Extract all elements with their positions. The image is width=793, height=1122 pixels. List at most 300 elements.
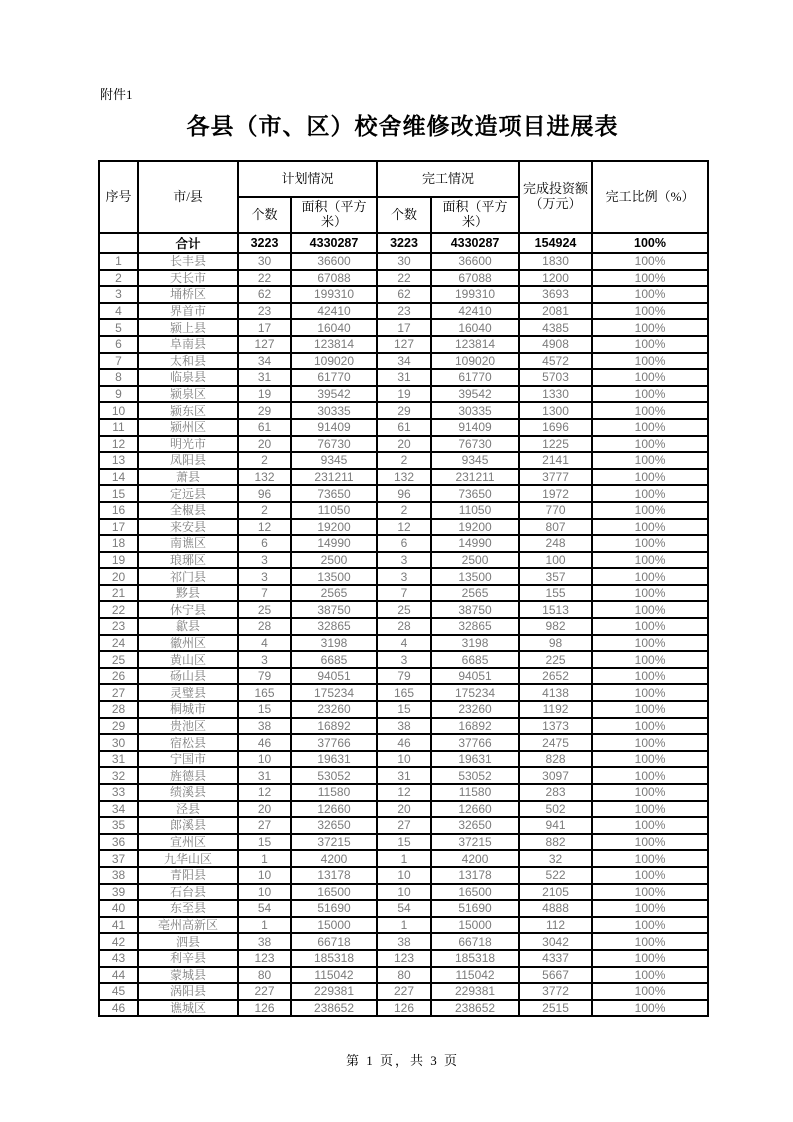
cell-plan-count: 3 <box>238 568 291 585</box>
cell-ratio: 100% <box>592 900 708 917</box>
cell-done-area: 36600 <box>431 253 519 270</box>
cell-region: 宁国市 <box>138 751 238 768</box>
cell-investment: 1300 <box>519 402 592 419</box>
cell-done-count: 20 <box>377 436 431 453</box>
cell-done-area: 67088 <box>431 270 519 287</box>
cell-investment: 357 <box>519 568 592 585</box>
table-row <box>99 701 708 718</box>
cell-seq: 8 <box>99 369 138 386</box>
cell-ratio: 100% <box>592 933 708 950</box>
cell-investment: 155 <box>519 585 592 602</box>
cell-plan-area: 37215 <box>291 834 377 851</box>
cell-done-area: 91409 <box>431 419 519 436</box>
cell-ratio: 100% <box>592 535 708 552</box>
cell-plan-count: 12 <box>238 519 291 536</box>
cell-ratio: 100% <box>592 519 708 536</box>
cell-plan-area: 91409 <box>291 419 377 436</box>
table-row <box>99 767 708 784</box>
cell-done-area: 66718 <box>431 933 519 950</box>
cell-plan-area: 67088 <box>291 270 377 287</box>
cell-seq: 43 <box>99 950 138 967</box>
cell-investment: 502 <box>519 801 592 818</box>
cell-ratio: 100% <box>592 884 708 901</box>
cell-plan-area: 11050 <box>291 502 377 519</box>
table-row <box>99 485 708 502</box>
header-investment: 完成投资额（万元） <box>519 161 592 233</box>
table-row <box>99 519 708 536</box>
cell-region: 琅琊区 <box>138 552 238 569</box>
cell-region: 界首市 <box>138 303 238 320</box>
cell-done-area: 2565 <box>431 585 519 602</box>
cell-region: 青阳县 <box>138 867 238 884</box>
page-number-footer: 第 1 页，共 3 页 <box>345 1053 459 1068</box>
cell-ratio: 100% <box>592 233 708 253</box>
cell-investment: 828 <box>519 751 592 768</box>
table-row <box>99 983 708 1000</box>
cell-investment: 2515 <box>519 1000 592 1017</box>
header-done-area: 面积（平方米） <box>431 197 519 233</box>
cell-ratio: 100% <box>592 303 708 320</box>
cell-plan-area: 32865 <box>291 618 377 635</box>
cell-investment: 32 <box>519 850 592 867</box>
table-row <box>99 502 708 519</box>
cell-seq: 15 <box>99 485 138 502</box>
cell-region: 绩溪县 <box>138 784 238 801</box>
cell-done-count: 96 <box>377 485 431 502</box>
cell-done-area: 14990 <box>431 535 519 552</box>
cell-ratio: 100% <box>592 585 708 602</box>
cell-ratio: 100% <box>592 767 708 784</box>
table-row <box>99 850 708 867</box>
cell-done-count: 15 <box>377 834 431 851</box>
cell-region: 南谯区 <box>138 535 238 552</box>
table-row <box>99 784 708 801</box>
cell-investment: 5703 <box>519 369 592 386</box>
cell-ratio: 100% <box>592 319 708 336</box>
cell-region: 灵璧县 <box>138 684 238 701</box>
cell-done-count: 12 <box>377 784 431 801</box>
cell-plan-area: 16500 <box>291 884 377 901</box>
cell-ratio: 100% <box>592 386 708 403</box>
cell-plan-area: 23260 <box>291 701 377 718</box>
cell-plan-area: 199310 <box>291 286 377 303</box>
cell-done-area: 15000 <box>431 917 519 934</box>
cell-investment: 2105 <box>519 884 592 901</box>
cell-seq: 11 <box>99 419 138 436</box>
cell-region: 东至县 <box>138 900 238 917</box>
cell-done-count: 2 <box>377 452 431 469</box>
cell-done-count: 123 <box>377 950 431 967</box>
header-seq: 序号 <box>99 161 138 233</box>
cell-plan-area: 15000 <box>291 917 377 934</box>
cell-region: 黄山区 <box>138 651 238 668</box>
cell-investment: 1972 <box>519 485 592 502</box>
cell-done-count: 1 <box>377 917 431 934</box>
cell-done-count: 25 <box>377 601 431 618</box>
table-row <box>99 303 708 320</box>
cell-plan-area: 9345 <box>291 452 377 469</box>
cell-region: 临泉县 <box>138 369 238 386</box>
cell-seq: 29 <box>99 718 138 735</box>
cell-seq: 26 <box>99 668 138 685</box>
cell-plan-count: 20 <box>238 436 291 453</box>
cell-plan-count: 127 <box>238 336 291 353</box>
cell-region: 定远县 <box>138 485 238 502</box>
cell-investment: 982 <box>519 618 592 635</box>
table-row <box>99 867 708 884</box>
cell-ratio: 100% <box>592 834 708 851</box>
cell-ratio: 100% <box>592 552 708 569</box>
cell-ratio: 100% <box>592 751 708 768</box>
cell-ratio: 100% <box>592 817 708 834</box>
cell-seq: 37 <box>99 850 138 867</box>
cell-plan-count: 30 <box>238 253 291 270</box>
cell-investment: 154924 <box>519 233 592 253</box>
cell-investment: 2652 <box>519 668 592 685</box>
cell-investment: 248 <box>519 535 592 552</box>
cell-plan-area: 61770 <box>291 369 377 386</box>
cell-region: 颍上县 <box>138 319 238 336</box>
cell-region: 萧县 <box>138 469 238 486</box>
cell-done-count: 3223 <box>377 233 431 253</box>
cell-seq: 38 <box>99 867 138 884</box>
cell-done-area: 231211 <box>431 469 519 486</box>
table-row <box>99 884 708 901</box>
cell-done-area: 13500 <box>431 568 519 585</box>
cell-investment: 100 <box>519 552 592 569</box>
cell-plan-area: 115042 <box>291 967 377 984</box>
cell-plan-count: 29 <box>238 402 291 419</box>
cell-plan-area: 42410 <box>291 303 377 320</box>
cell-done-count: 15 <box>377 701 431 718</box>
cell-plan-area: 238652 <box>291 1000 377 1017</box>
cell-investment: 1373 <box>519 718 592 735</box>
cell-investment: 770 <box>519 502 592 519</box>
cell-seq: 3 <box>99 286 138 303</box>
cell-investment: 1200 <box>519 270 592 287</box>
table-row <box>99 585 708 602</box>
cell-done-area: 19631 <box>431 751 519 768</box>
table-row <box>99 270 708 287</box>
cell-done-area: 42410 <box>431 303 519 320</box>
cell-region: 利辛县 <box>138 950 238 967</box>
cell-region: 阜南县 <box>138 336 238 353</box>
cell-region: 来安县 <box>138 519 238 536</box>
cell-done-area: 30335 <box>431 402 519 419</box>
cell-done-count: 30 <box>377 253 431 270</box>
cell-seq: 34 <box>99 801 138 818</box>
cell-plan-area: 51690 <box>291 900 377 917</box>
cell-done-count: 62 <box>377 286 431 303</box>
cell-region: 全椒县 <box>138 502 238 519</box>
cell-seq: 12 <box>99 436 138 453</box>
cell-done-area: 73650 <box>431 485 519 502</box>
cell-seq: 25 <box>99 651 138 668</box>
cell-plan-count: 10 <box>238 751 291 768</box>
cell-seq: 7 <box>99 353 138 370</box>
cell-investment: 2475 <box>519 734 592 751</box>
cell-seq: 21 <box>99 585 138 602</box>
cell-region: 颍泉区 <box>138 386 238 403</box>
cell-region: 郎溪县 <box>138 817 238 834</box>
cell-plan-count: 25 <box>238 601 291 618</box>
cell-plan-area: 4200 <box>291 850 377 867</box>
cell-plan-area: 14990 <box>291 535 377 552</box>
cell-plan-area: 3198 <box>291 635 377 652</box>
cell-seq: 14 <box>99 469 138 486</box>
cell-done-area: 76730 <box>431 436 519 453</box>
table-row <box>99 253 708 270</box>
cell-ratio: 100% <box>592 369 708 386</box>
cell-investment: 4385 <box>519 319 592 336</box>
cell-region: 太和县 <box>138 353 238 370</box>
cell-plan-count: 132 <box>238 469 291 486</box>
cell-ratio: 100% <box>592 402 708 419</box>
cell-plan-count: 7 <box>238 585 291 602</box>
cell-investment: 941 <box>519 817 592 834</box>
cell-region: 明光市 <box>138 436 238 453</box>
cell-done-area: 109020 <box>431 353 519 370</box>
cell-plan-area: 13500 <box>291 568 377 585</box>
cell-ratio: 100% <box>592 618 708 635</box>
table-row <box>99 933 708 950</box>
cell-done-area: 53052 <box>431 767 519 784</box>
cell-done-count: 10 <box>377 884 431 901</box>
table-body <box>99 233 708 1016</box>
table-row <box>99 950 708 967</box>
cell-done-count: 34 <box>377 353 431 370</box>
cell-plan-count: 165 <box>238 684 291 701</box>
cell-done-count: 4 <box>377 635 431 652</box>
cell-done-count: 132 <box>377 469 431 486</box>
cell-ratio: 100% <box>592 967 708 984</box>
header-plan-count: 个数 <box>238 197 291 233</box>
cell-seq: 32 <box>99 767 138 784</box>
table-row <box>99 734 708 751</box>
cell-investment: 1513 <box>519 601 592 618</box>
table-row <box>99 386 708 403</box>
cell-seq: 18 <box>99 535 138 552</box>
cell-done-area: 123814 <box>431 336 519 353</box>
cell-done-count: 6 <box>377 535 431 552</box>
cell-seq: 4 <box>99 303 138 320</box>
cell-ratio: 100% <box>592 684 708 701</box>
cell-investment: 1696 <box>519 419 592 436</box>
table-row <box>99 801 708 818</box>
cell-plan-count: 1 <box>238 850 291 867</box>
cell-done-area: 61770 <box>431 369 519 386</box>
cell-done-count: 10 <box>377 751 431 768</box>
cell-region: 桐城市 <box>138 701 238 718</box>
cell-plan-count: 126 <box>238 1000 291 1017</box>
cell-ratio: 100% <box>592 286 708 303</box>
cell-done-area: 23260 <box>431 701 519 718</box>
table-row <box>99 967 708 984</box>
attachment-label: 附件1 <box>100 87 133 102</box>
cell-done-count: 165 <box>377 684 431 701</box>
cell-plan-count: 96 <box>238 485 291 502</box>
cell-ratio: 100% <box>592 270 708 287</box>
cell-plan-area: 109020 <box>291 353 377 370</box>
cell-investment: 522 <box>519 867 592 884</box>
cell-done-area: 38750 <box>431 601 519 618</box>
table-row <box>99 618 708 635</box>
cell-region: 石台县 <box>138 884 238 901</box>
cell-done-count: 10 <box>377 867 431 884</box>
cell-plan-count: 227 <box>238 983 291 1000</box>
cell-seq: 9 <box>99 386 138 403</box>
cell-plan-area: 38750 <box>291 601 377 618</box>
cell-done-count: 7 <box>377 585 431 602</box>
table-row <box>99 286 708 303</box>
cell-done-area: 16500 <box>431 884 519 901</box>
cell-done-count: 20 <box>377 801 431 818</box>
cell-done-count: 227 <box>377 983 431 1000</box>
cell-plan-area: 39542 <box>291 386 377 403</box>
cell-ratio: 100% <box>592 568 708 585</box>
cell-investment: 112 <box>519 917 592 934</box>
table-row <box>99 436 708 453</box>
cell-ratio: 100% <box>592 336 708 353</box>
cell-seq: 30 <box>99 734 138 751</box>
cell-done-count: 3 <box>377 552 431 569</box>
cell-done-count: 19 <box>377 386 431 403</box>
cell-seq: 24 <box>99 635 138 652</box>
cell-plan-count: 79 <box>238 668 291 685</box>
cell-ratio: 100% <box>592 436 708 453</box>
cell-seq: 6 <box>99 336 138 353</box>
cell-done-area: 4200 <box>431 850 519 867</box>
cell-plan-count: 3 <box>238 651 291 668</box>
cell-done-area: 199310 <box>431 286 519 303</box>
cell-seq: 20 <box>99 568 138 585</box>
cell-ratio: 100% <box>592 950 708 967</box>
cell-done-count: 17 <box>377 319 431 336</box>
cell-ratio: 100% <box>592 784 708 801</box>
header-plan-group: 计划情况 <box>238 161 377 197</box>
cell-region: 凤阳县 <box>138 452 238 469</box>
cell-plan-count: 38 <box>238 933 291 950</box>
cell-investment: 98 <box>519 635 592 652</box>
cell-ratio: 100% <box>592 917 708 934</box>
total-row <box>99 233 708 253</box>
cell-done-count: 46 <box>377 734 431 751</box>
table-row <box>99 900 708 917</box>
cell-investment: 4888 <box>519 900 592 917</box>
cell-done-count: 2 <box>377 502 431 519</box>
cell-region: 砀山县 <box>138 668 238 685</box>
cell-investment: 2081 <box>519 303 592 320</box>
cell-plan-count: 10 <box>238 884 291 901</box>
cell-ratio: 100% <box>592 1000 708 1017</box>
cell-plan-area: 19200 <box>291 519 377 536</box>
cell-done-count: 23 <box>377 303 431 320</box>
header-ratio: 完工比例（%） <box>592 161 708 233</box>
cell-investment: 3097 <box>519 767 592 784</box>
cell-done-area: 32650 <box>431 817 519 834</box>
cell-done-area: 13178 <box>431 867 519 884</box>
table-row <box>99 1000 708 1017</box>
table-row <box>99 751 708 768</box>
cell-plan-area: 19631 <box>291 751 377 768</box>
cell-seq: 44 <box>99 967 138 984</box>
table-row <box>99 568 708 585</box>
table-row <box>99 668 708 685</box>
cell-region: 宿松县 <box>138 734 238 751</box>
cell-investment: 1225 <box>519 436 592 453</box>
cell-done-count: 3 <box>377 651 431 668</box>
cell-done-count: 127 <box>377 336 431 353</box>
cell-done-area: 238652 <box>431 1000 519 1017</box>
cell-region: 埇桥区 <box>138 286 238 303</box>
cell-seq: 35 <box>99 817 138 834</box>
cell-investment: 4572 <box>519 353 592 370</box>
cell-region: 休宁县 <box>138 601 238 618</box>
cell-investment: 5667 <box>519 967 592 984</box>
cell-plan-count: 80 <box>238 967 291 984</box>
cell-region: 贵池区 <box>138 718 238 735</box>
cell-ratio: 100% <box>592 502 708 519</box>
table-row <box>99 834 708 851</box>
cell-done-count: 22 <box>377 270 431 287</box>
cell-done-count: 38 <box>377 718 431 735</box>
header-done-group: 完工情况 <box>377 161 519 197</box>
table-row <box>99 469 708 486</box>
cell-done-area: 19200 <box>431 519 519 536</box>
cell-plan-area: 11580 <box>291 784 377 801</box>
cell-plan-area: 94051 <box>291 668 377 685</box>
cell-seq: 46 <box>99 1000 138 1017</box>
cell-seq: 40 <box>99 900 138 917</box>
cell-plan-area: 175234 <box>291 684 377 701</box>
cell-done-count: 31 <box>377 369 431 386</box>
cell-done-area: 175234 <box>431 684 519 701</box>
cell-ratio: 100% <box>592 867 708 884</box>
header-row-groups <box>99 161 708 197</box>
cell-investment: 4138 <box>519 684 592 701</box>
cell-region: 黟县 <box>138 585 238 602</box>
cell-done-count: 79 <box>377 668 431 685</box>
cell-investment: 1830 <box>519 253 592 270</box>
cell-plan-area: 32650 <box>291 817 377 834</box>
cell-investment: 807 <box>519 519 592 536</box>
cell-plan-count: 15 <box>238 701 291 718</box>
cell-ratio: 100% <box>592 718 708 735</box>
cell-investment: 225 <box>519 651 592 668</box>
cell-plan-area: 36600 <box>291 253 377 270</box>
cell-plan-area: 6685 <box>291 651 377 668</box>
cell-region: 祁门县 <box>138 568 238 585</box>
cell-plan-area: 53052 <box>291 767 377 784</box>
header-plan-area: 面积（平方米） <box>291 197 377 233</box>
cell-plan-area: 4330287 <box>291 233 377 253</box>
cell-plan-area: 13178 <box>291 867 377 884</box>
cell-plan-area: 76730 <box>291 436 377 453</box>
page-title: 各县（市、区）校舍维修改造项目进展表 <box>186 114 619 139</box>
cell-plan-area: 2500 <box>291 552 377 569</box>
cell-plan-area: 2565 <box>291 585 377 602</box>
cell-seq: 39 <box>99 884 138 901</box>
cell-seq: 33 <box>99 784 138 801</box>
cell-done-count: 31 <box>377 767 431 784</box>
cell-done-area: 229381 <box>431 983 519 1000</box>
cell-plan-count: 54 <box>238 900 291 917</box>
cell-ratio: 100% <box>592 983 708 1000</box>
cell-ratio: 100% <box>592 469 708 486</box>
cell-region: 颍东区 <box>138 402 238 419</box>
cell-ratio: 100% <box>592 850 708 867</box>
table-row <box>99 353 708 370</box>
